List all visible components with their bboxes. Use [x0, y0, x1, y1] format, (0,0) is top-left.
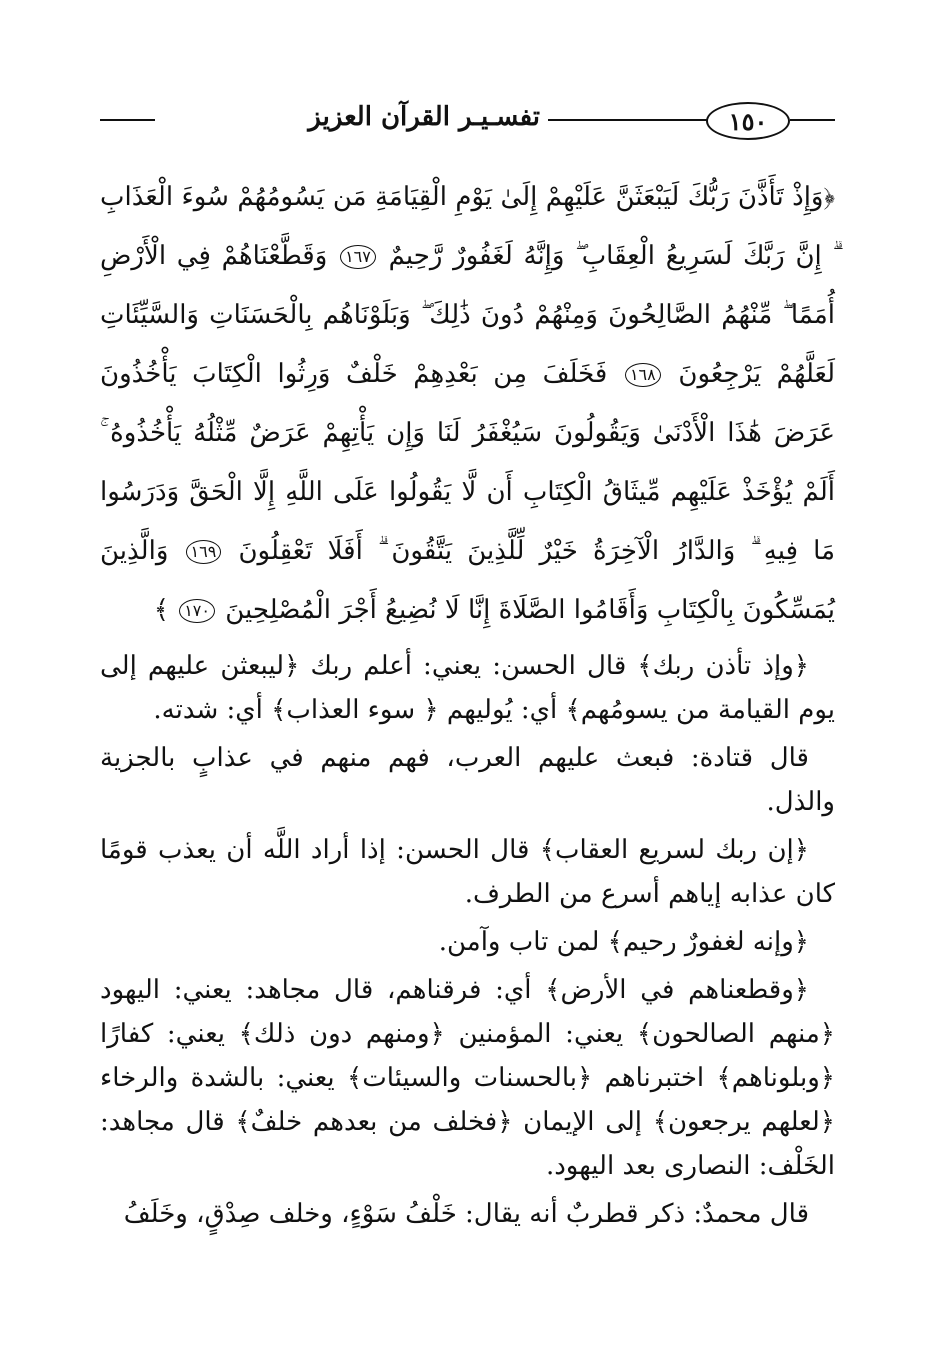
page-header	[100, 90, 835, 154]
verse-168-text: وَقَطَّعْنَاهُمْ فِي الْأَرْضِ أُمَمًا ۖ مِّنْهُمُ الصَّالِحُونَ وَمِنْهُمْ دُونَ ذَٰلِكَ ۖ وَبَلَوْنَاهُم بِالْحَسَنَاتِ وَالسَّيِّئَاتِ لَعَلَّهُمْ يَرْجِعُونَ	[100, 241, 836, 389]
header-rule-left	[100, 119, 155, 121]
verse-number-167: ١٦٧	[340, 245, 376, 269]
quran-verses-block	[100, 168, 835, 640]
commentary-paragraph: قال قتادة: فبعث عليهم العرب، فهم منهم في عذابٍ بالجزية والذل.	[100, 743, 835, 817]
header-rule-middle	[548, 119, 708, 121]
commentary-paragraph: ﴿وقطعناهم في الأرض﴾ أي: فرقناهم، قال مجاهد: يعني: اليهود ﴿منهم الصالحون﴾ يعني: المؤمنين ﴿ومنهم دون ذلك﴾ يعني: كفارًا ﴿وبلوناهم﴾ اختبرناهم ﴿بالحسنات والسيئات﴾ يعني: بالشدة والرخاء ﴿لعلهم يرجعون﴾ إلى الإيمان ﴿فخلف من بعدهم خلفٌ﴾ قال مجاهد: الخَلْف: النصارى بعد اليهود.	[100, 975, 835, 1181]
verse-170-text: وَالَّذِينَ يُمَسِّكُونَ بِالْكِتَابِ وَأَقَامُوا الصَّلَاةَ إِنَّا لَا نُضِيعُ أَجْرَ الْمُصْلِحِينَ	[100, 536, 835, 625]
commentary-paragraph: ﴿إن ربك لسريع العقاب﴾ قال الحسن: إذا أراد اللَّه أن يعذب قومًا كان عذابه إياهم أسرع من الطرف.	[100, 835, 835, 909]
verse-169-text: فَخَلَفَ مِن بَعْدِهِمْ خَلْفٌ وَرِثُوا الْكِتَابَ يَأْخُذُونَ عَرَضَ هَٰذَا الْأَدْنَىٰ وَيَقُولُونَ سَيُغْفَرُ لَنَا وَإِن يَأْتِهِمْ عَرَضٌ مِّثْلُهُ يَأْخُذُوهُ ۚ أَلَمْ يُؤْخَذْ عَلَيْهِم مِّيثَاقُ الْكِتَابِ أَن لَّا يَقُولُوا عَلَى اللَّهِ إِلَّا الْحَقَّ وَدَرَسُوا مَا فِيهِ ۗ وَالدَّارُ الْآخِرَةُ خَيْرٌ لِّلَّذِينَ يَتَّقُونَ ۗ أَفَلَا تَعْقِلُونَ	[100, 359, 836, 566]
commentary-paragraph: ﴿وإنه لغفورٌ رحيم﴾ لمن تاب وآمن.	[438, 927, 809, 957]
commentary-paragraph: ﴿وإذ تأذن ربك﴾ قال الحسن: يعني: أعلم ربك ﴿ليبعثن عليهم إلى يوم القيامة من يسومُهم﴾ أي: يُوليهم ﴿ سوء العذاب﴾ أي: شدته.	[100, 651, 835, 725]
verses-close-bracket: ﴾	[153, 595, 169, 625]
page-number: ١٥٠	[706, 102, 790, 140]
verse-number-170: ١٧٠	[179, 599, 215, 623]
commentary-block	[100, 644, 835, 1236]
commentary-paragraph: قال محمدٌ: ذكر قطربٌ أنه يقال: خَلْفُ سَوْءٍ، وخلف صِدْقٍ، وخَلَفُ	[123, 1199, 809, 1229]
verse-167-text: ﴿وَإِذْ تَأَذَّنَ رَبُّكَ لَيَبْعَثَنَّ عَلَيْهِمْ إِلَىٰ يَوْمِ الْقِيَامَةِ مَن يَسُومُهُمْ سُوءَ الْعَذَابِ ۗ إِنَّ رَبَّكَ لَسَرِيعُ الْعِقَابِ ۖ وَإِنَّهُ لَغَفُورٌ رَّحِيمٌ	[100, 182, 835, 271]
header-rule-right	[790, 119, 835, 121]
verse-number-168: ١٦٨	[625, 363, 661, 387]
verse-number-169: ١٦٩	[186, 540, 222, 564]
document-page	[100, 90, 835, 1240]
running-title: تفسـيـر القرآن العزيز	[308, 102, 540, 132]
